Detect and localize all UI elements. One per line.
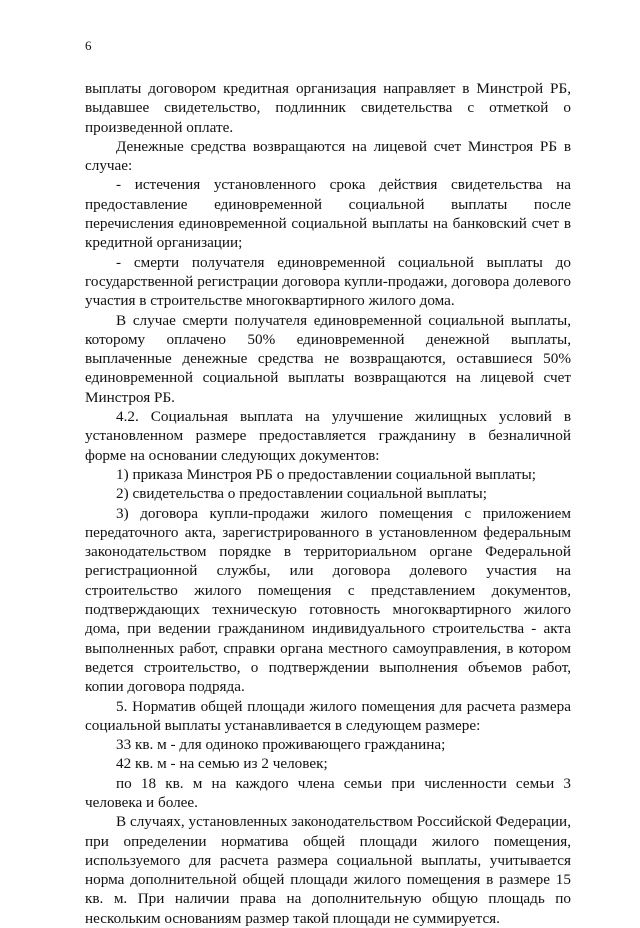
paragraph-additional-area: В случаях, установленных законодательством Российской Федерации, при определении норматива общей площади жилого помещения, используемого для расчета размера социальной выплаты, учитывается норма дополнительной общей площади жилого помещения в размере 15 кв. м. При наличии права на дополнительную общую площадь по нескольким основаниям размер такой площади не суммируется. <box>85 813 571 927</box>
document-body <box>85 79 571 928</box>
paragraph-partial-payment: В случае смерти получателя единовременной социальной выплаты, которому оплачено 50% единовременной денежной выплаты, выплаченные денежные средства не возвращаются, оставшиеся 50% единовременной социальной выплаты возвращаются на лицевой счет Минстроя РБ. <box>85 311 571 406</box>
norm-family-three-plus: по 18 кв. м на каждого члена семьи при численности семьи 3 человека и более. <box>85 774 571 811</box>
paragraph-recipient-death: - смерти получателя единовременной социальной выплаты до государственной регистрации договора купли-продажи, договора долевого участия в строительстве многоквартирного жилого дома. <box>85 253 571 310</box>
paragraph-payment-confirmation: выплаты договором кредитная организация направляет в Минстрой РБ, выдавшее свидетельство, подлинник свидетельства с отметкой о произведенной оплате. <box>85 80 571 136</box>
norm-family-of-two: 42 кв. м - на семью из 2 человек; <box>116 755 328 773</box>
paragraph-section-4-2: 4.2. Социальная выплата на улучшение жилищных условий в установленном размере предоставляется гражданину в безналичной форме на основании следующих документов: <box>85 408 571 464</box>
paragraph-section-5: 5. Норматив общей площади жилого помещения для расчета размера социальной выплаты устанавливается в следующем размере: <box>85 697 571 734</box>
paragraph-certificate-expiry: - истечения установленного срока действия свидетельства на предоставление единовременной социальной выплаты после перечисления единовременной социальной выплаты на банковский счет в кредитной организации; <box>85 176 571 252</box>
norm-single-citizen: 33 кв. м - для одиноко проживающего гражданина; <box>116 736 446 754</box>
list-item-contract: 3) договора купли-продажи жилого помещения с приложением передаточного акта, зарегистрированного в установленном федеральным законодательством порядке в территориальном органе Федеральной регистрационной службы, или договора долевого участия на строительство жилого помещения с представлением документов, подтверждающих техническую готовность многоквартирного жилого дома, при ведении гражданином индивидуального строительства - акта выполненных работ, справки органа местного самоуправления, в котором ведется строительство, о подтверждении выполнения объемов работ, копии договора подряда. <box>85 504 571 696</box>
list-item-certificate: 2) свидетельства о предоставлении социальной выплаты; <box>116 485 487 503</box>
page-number: 6 <box>85 38 92 53</box>
list-item-order: 1) приказа Минстроя РБ о предоставлении социальной выплаты; <box>116 465 536 483</box>
paragraph-funds-returned: Денежные средства возвращаются на лицевой счет Минстроя РБ в случае: <box>85 137 571 175</box>
